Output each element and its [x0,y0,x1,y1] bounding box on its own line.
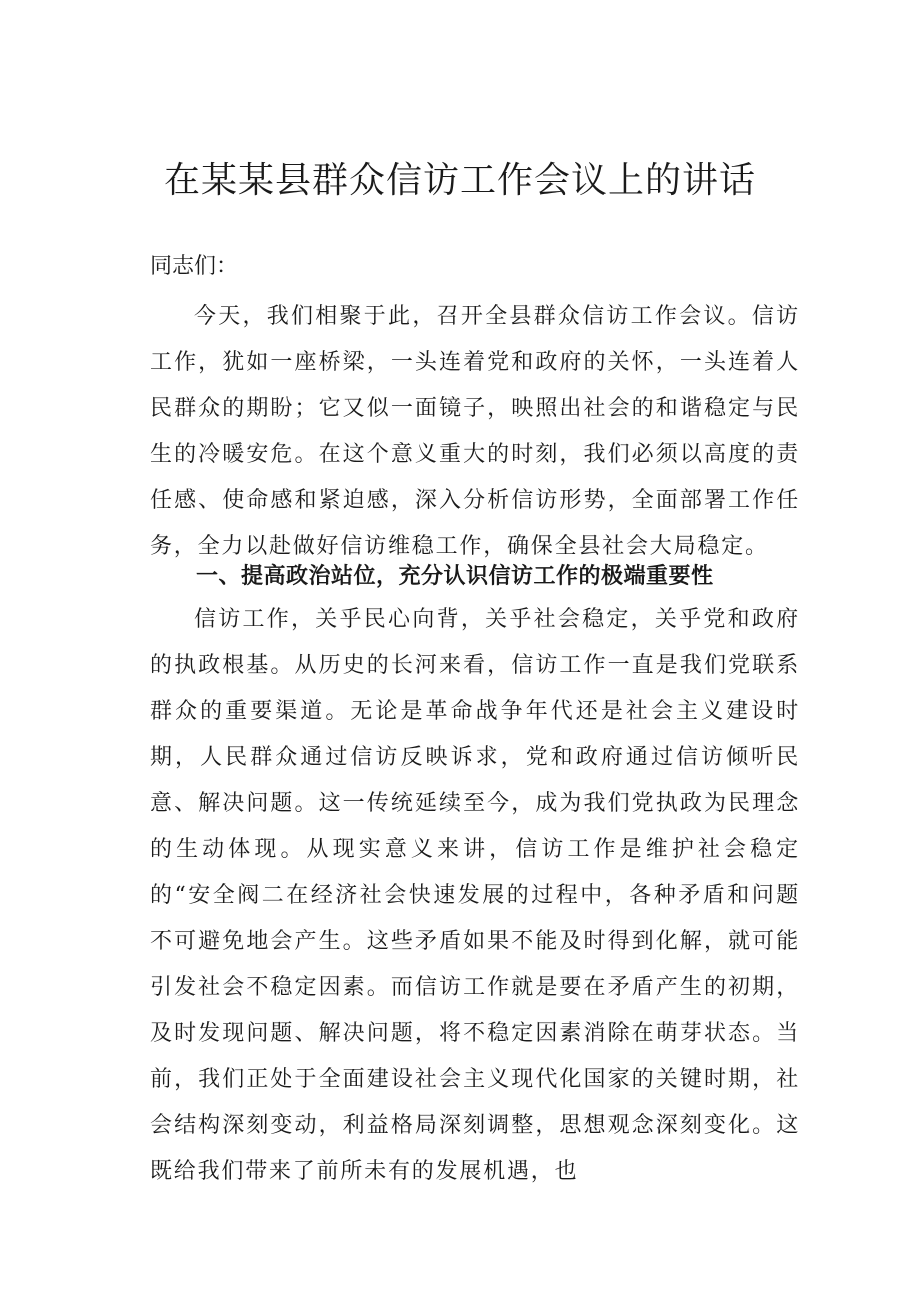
salutation: 同志们： [150,254,239,279]
section-paragraph: 信访工作，关乎民心向背，关乎社会稳定，关乎党和政府的执政根基。从历史的长河来看，信访工作一直是我们党联系群众的重要渠道。无论是革命战争年代还是社会主义建设时期，人民群众通过信访反映诉求，党和政府通过信访倾听民意、解决问题。这一传统延续至今，成为我们党执政为民理念的生动体现。从现实意义来讲，信访工作是维护社会稳定的“安全阀二在经济社会快速发展的过程中，各种矛盾和问题不可避免地会产生。这些矛盾如果不能及时得到化解，就可能引发社会不稳定因素。而信访工作就是要在矛盾产生的初期，及时发现问题、解决问题，将不稳定因素消除在萌芽状态。当前，我们正处于全面建设社会主义现代化国家的关键时期，社会结构深刻变动，利益格局深刻调整，思想观念深刻变化。这既给我们带来了前所未有的发展机遇，也 [150,607,800,1184]
document-title: 在某某县群众信访工作会议上的讲话 [163,160,756,201]
intro-paragraph: 今天，我们相聚于此，召开全县群众信访工作会议。信访工作，犹如一座桥梁，一头连着党和政府的关怀，一头连着人民群众的期盼；它又似一面镜子，映照出社会的和谐稳定与民生的冷暖安危。在这个意义重大的时刻，我们必须以高度的责任感、使命感和紧迫感，深入分析信访形势，全面部署工作任务，全力以赴做好信访维稳工作，确保全县社会大局稳定。 [150,304,800,559]
section-heading: 一、提高政治站位，充分认识信访工作的极端重要性 [196,564,714,589]
